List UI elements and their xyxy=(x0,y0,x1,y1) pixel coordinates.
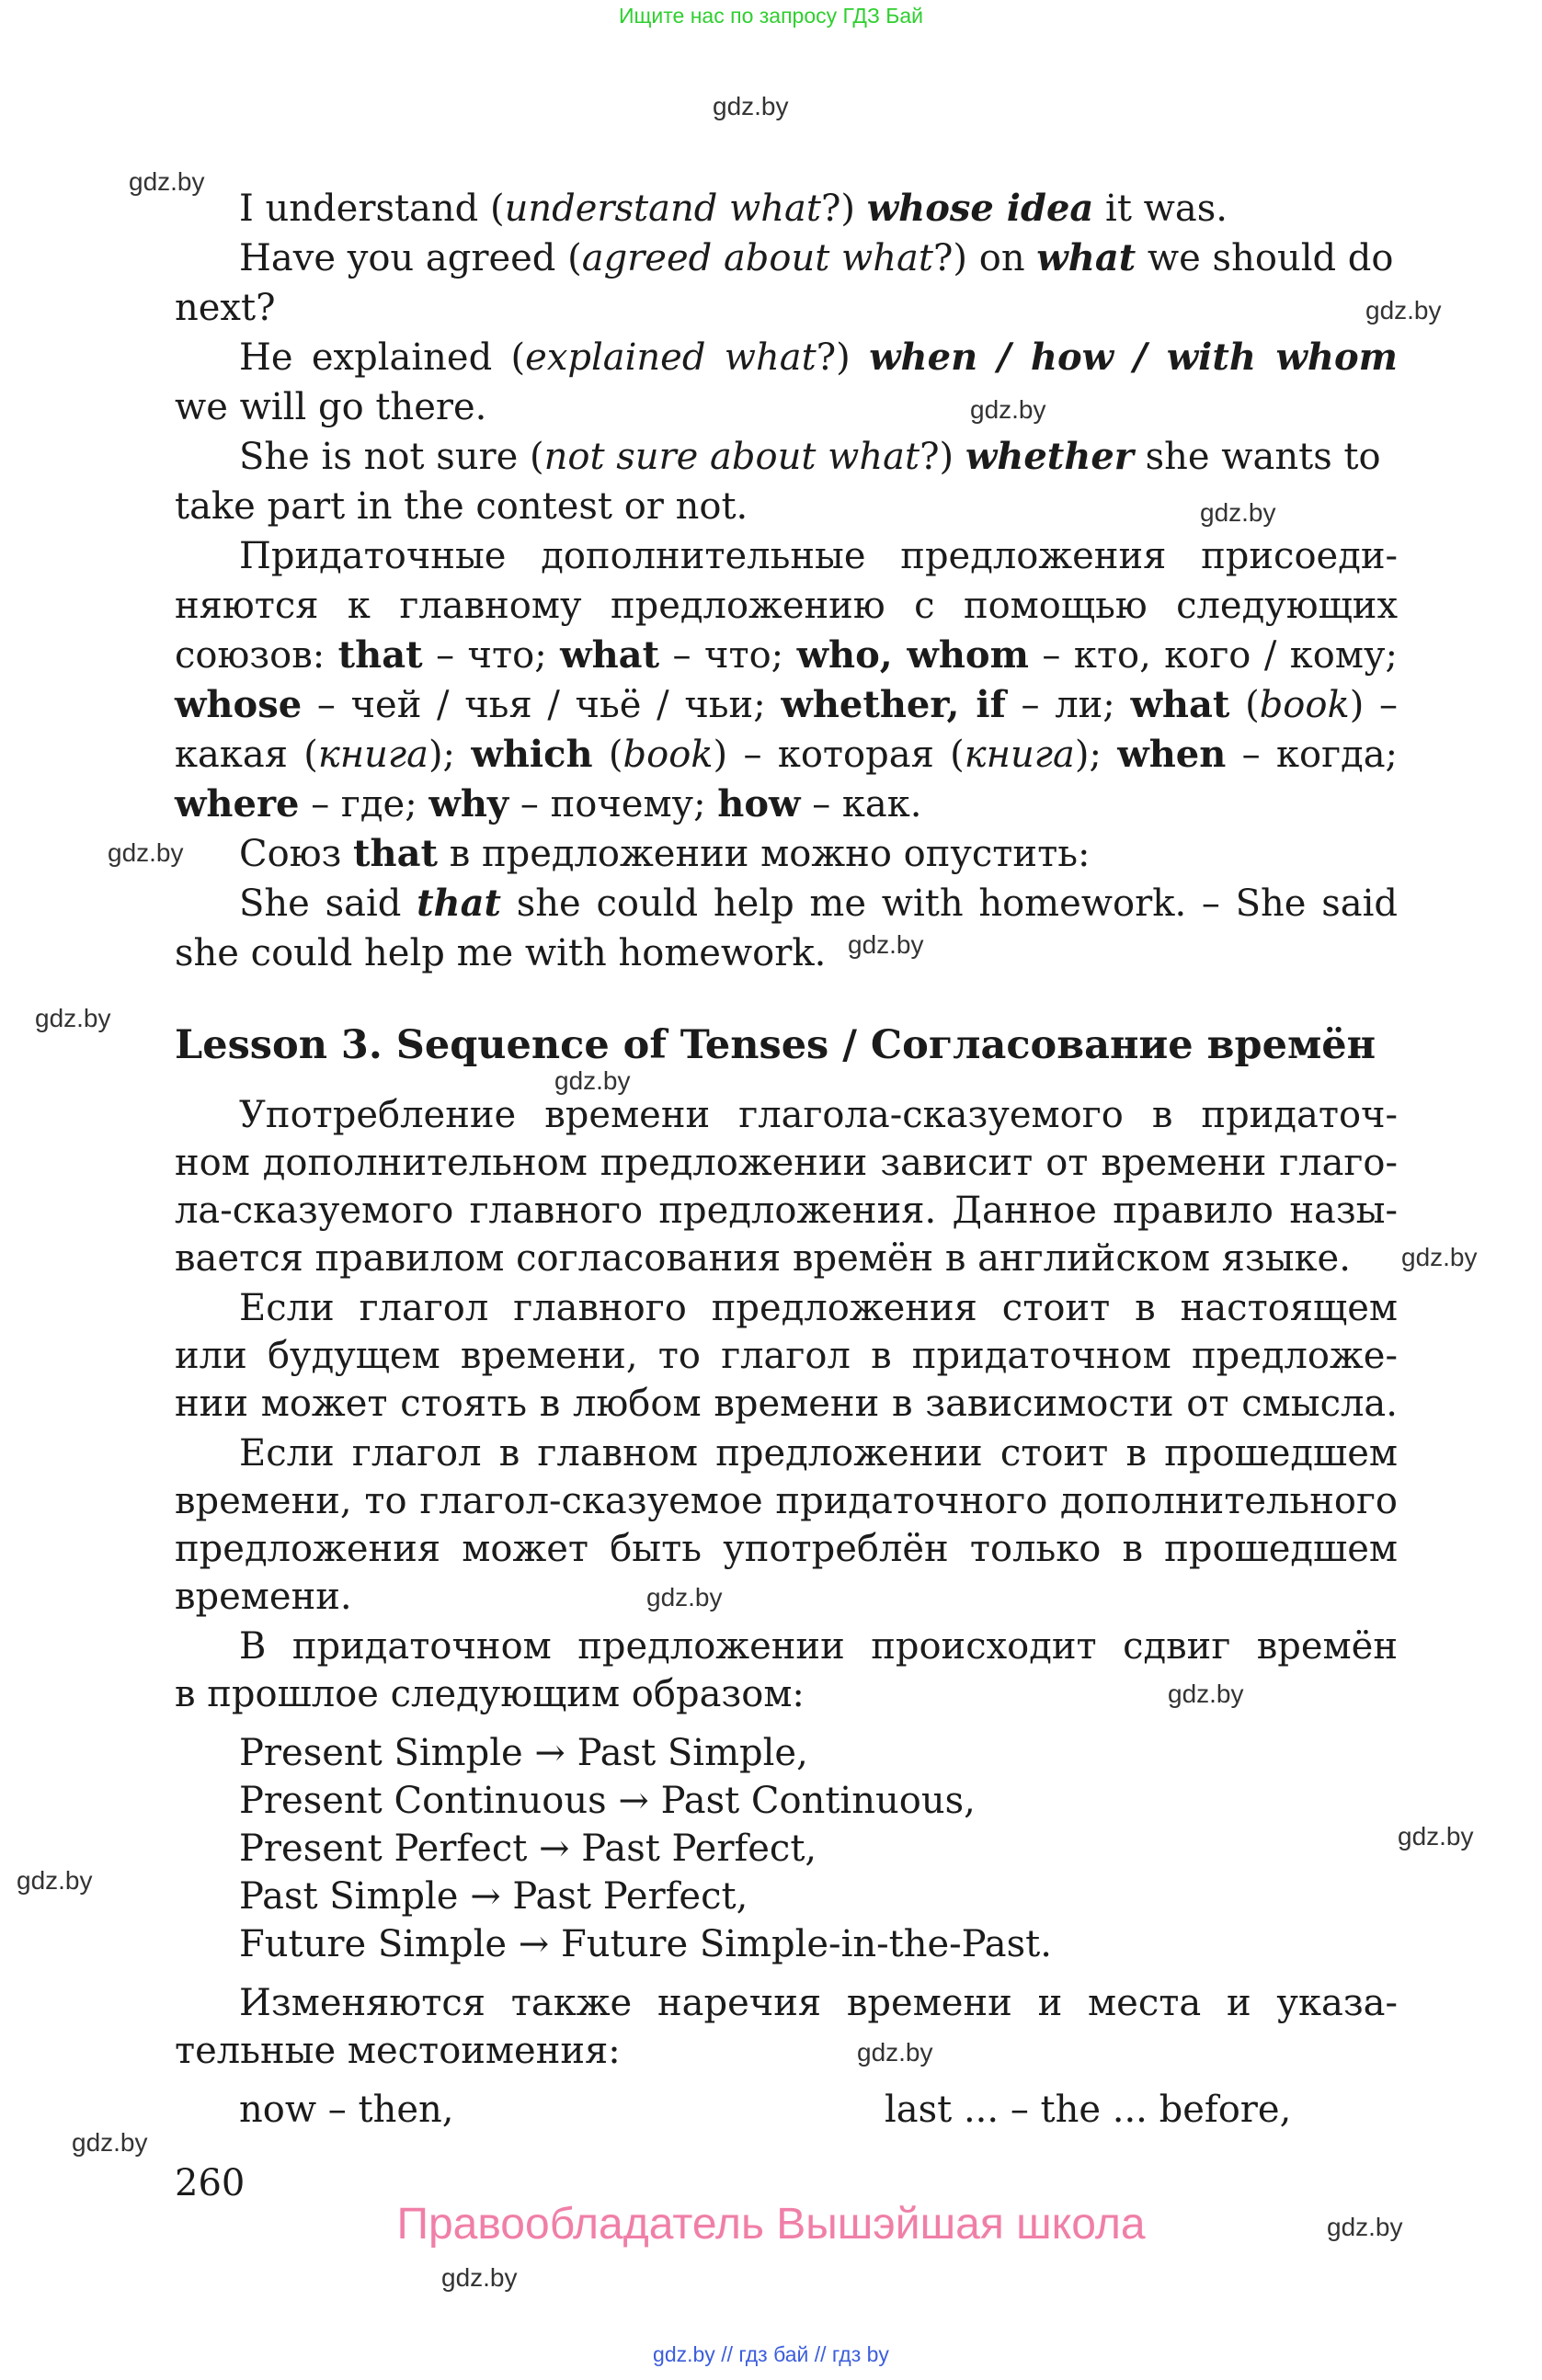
paragraph-line: вается правилом согласования времён в английском языке. xyxy=(175,1237,1351,1280)
rule-line: какая (книга); which (book) – которая (книга); when – когда; xyxy=(175,733,1399,776)
paragraph-line: нии может стоять в любом времени в зависимости от смысла. xyxy=(175,1383,1398,1425)
watermark: gdz.by xyxy=(857,2038,933,2067)
watermark: gdz.by xyxy=(554,1066,631,1095)
watermark: gdz.by xyxy=(35,1004,111,1032)
paragraph-line: Если глагол главного предложения стоит в настоящем xyxy=(239,1287,1398,1329)
adverb-pair: last ... – the ... before, xyxy=(885,2089,1292,2131)
watermark: gdz.by xyxy=(1200,498,1276,527)
paragraph-line: Употребление времени глагола-сказуемого в придаточ- xyxy=(239,1094,1398,1136)
rule-line: Придаточные дополнительные предложения присоеди- xyxy=(239,535,1398,577)
rule-line: where – где; why – почему; how – как. xyxy=(175,782,922,826)
example-line: She said that she could help me with homework. – She said xyxy=(239,882,1398,925)
paragraph-line: Изменяются также наречия времени и места и указа- xyxy=(239,1982,1398,2024)
watermark: gdz.by xyxy=(848,930,924,959)
tense-shift-item: Past Simple → Past Perfect, xyxy=(239,1875,748,1918)
example-line: He explained (explained what?) when / how / with whom xyxy=(239,336,1399,379)
rule-line: няются к главному предложению с помощью следующих xyxy=(175,585,1398,627)
watermark: gdz.by xyxy=(1168,1680,1244,1708)
paragraph-line: тельные местоимения: xyxy=(175,2030,621,2072)
example-line: we will go there. xyxy=(175,386,487,428)
page-number: 260 xyxy=(175,2162,246,2204)
tense-shift-item: Present Simple → Past Simple, xyxy=(239,1732,808,1774)
tense-shift-item: Future Simple → Future Simple-in-the-Past. xyxy=(239,1923,1052,1965)
tense-shift-item: Present Continuous → Past Continuous, xyxy=(239,1780,976,1822)
example-line: Have you agreed (agreed about what?) on what we should do xyxy=(239,236,1394,279)
search-banner[interactable]: Ищите нас по запросу ГДЗ Бай xyxy=(618,4,924,28)
example-line: She is not sure (not sure about what?) whether she wants to xyxy=(239,435,1381,478)
watermark: gdz.by xyxy=(1327,2213,1403,2241)
example-line: she could help me with homework. xyxy=(175,932,827,974)
watermark: gdz.by xyxy=(1401,1243,1478,1271)
paragraph-line: в прошлое следующим образом: xyxy=(175,1673,805,1715)
paragraph-line: предложения может быть употреблён только в прошедшем xyxy=(175,1528,1398,1570)
watermark: gdz.by xyxy=(72,2128,148,2157)
tense-shift-item: Present Perfect → Past Perfect, xyxy=(239,1828,817,1870)
watermark: gdz.by xyxy=(129,167,205,196)
watermark: gdz.by xyxy=(646,1583,723,1611)
example-line: take part in the contest or not. xyxy=(175,485,748,528)
paragraph-line: В придаточном предложении происходит сдвиг времён xyxy=(239,1625,1398,1668)
watermark: gdz.by xyxy=(1365,296,1442,325)
watermark: gdz.by xyxy=(441,2263,518,2292)
paragraph-line: времени. xyxy=(175,1576,352,1618)
rule-line: союзов: that – что; what – что; who, whom – кто, кого / кому; xyxy=(175,633,1398,677)
watermark: gdz.by xyxy=(713,92,789,120)
example-line: I understand (understand what?) whose idea it was. xyxy=(239,187,1228,230)
watermark: gdz.by xyxy=(108,838,184,867)
watermark: gdz.by xyxy=(970,395,1046,424)
paragraph-line: Если глагол в главном предложении стоит в прошедшем xyxy=(239,1432,1398,1475)
paragraph-line: ном дополнительном предложении зависит от времени глаго- xyxy=(175,1142,1398,1184)
rule-line: Союз that в предложении можно опустить: xyxy=(239,832,1091,875)
example-line: next? xyxy=(175,287,276,329)
paragraph-line: ла-сказуемого главного предложения. Данное правило назы- xyxy=(175,1190,1398,1232)
lesson-heading: Lesson 3. Sequence of Tenses / Согласование времён xyxy=(175,1022,1376,1068)
adverb-pair: now – then, xyxy=(239,2089,454,2131)
copyright-owner: Правообладатель Вышэйшая школа xyxy=(396,2200,1146,2249)
rule-line: whose – чей / чья / чьё / чьи; whether, if – ли; what (book) – xyxy=(175,683,1399,726)
watermark: gdz.by xyxy=(17,1866,93,1895)
paragraph-line: или будущем времени, то глагол в придаточном предложе- xyxy=(175,1335,1398,1377)
bottom-links[interactable]: gdz.by // гдз бай // гдз by xyxy=(653,2342,889,2366)
watermark: gdz.by xyxy=(1398,1822,1474,1850)
paragraph-line: времени, то глагол-сказуемое придаточного дополнительного xyxy=(175,1480,1398,1522)
